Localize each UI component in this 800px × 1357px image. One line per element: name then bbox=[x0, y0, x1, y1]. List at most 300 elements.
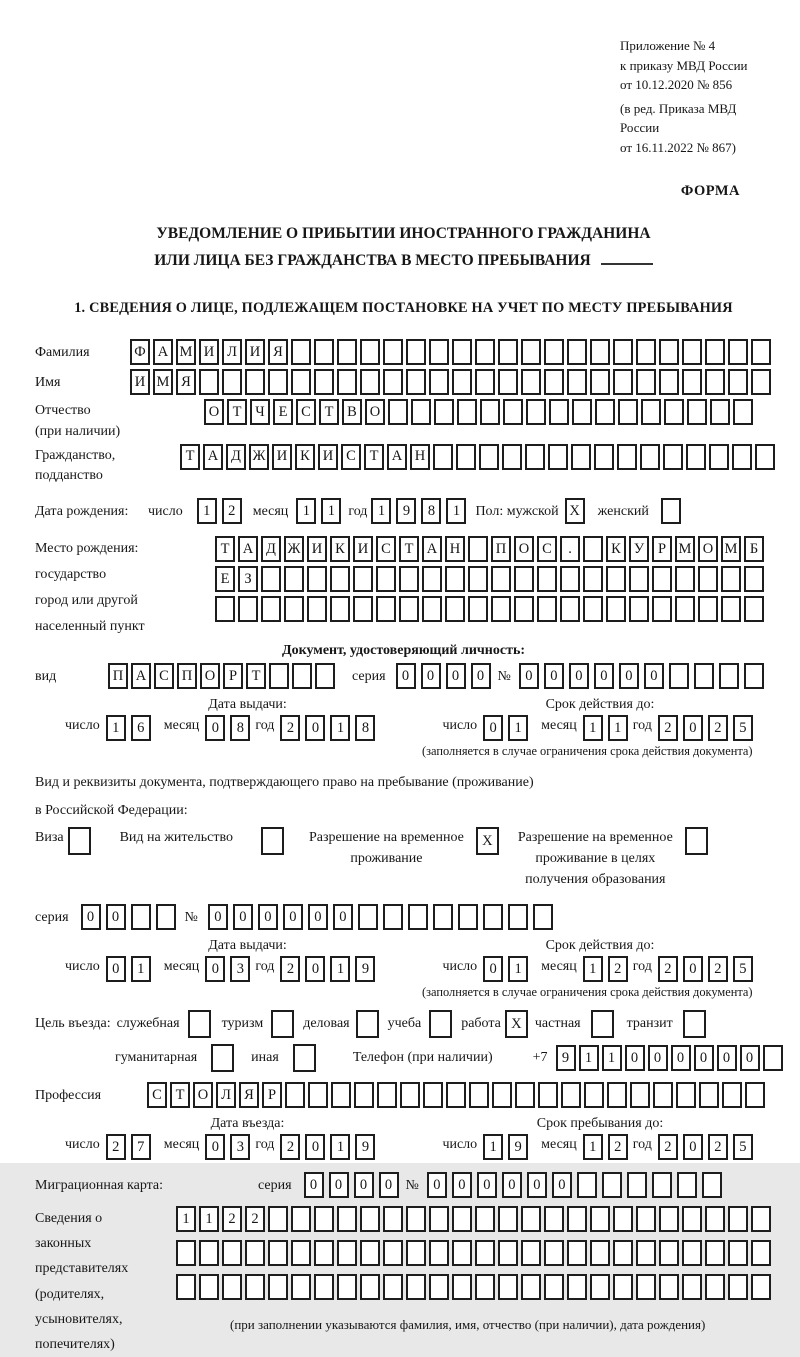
char-cell[interactable]: 2 bbox=[658, 1134, 678, 1160]
char-cell[interactable]: 7 bbox=[131, 1134, 151, 1160]
char-cell[interactable] bbox=[268, 369, 288, 395]
char-cell[interactable]: И bbox=[318, 444, 338, 470]
char-cell[interactable] bbox=[383, 1240, 403, 1266]
entry-year-cells[interactable] bbox=[280, 1134, 380, 1160]
char-cell[interactable] bbox=[446, 1082, 466, 1108]
char-cell[interactable] bbox=[429, 339, 449, 365]
char-cell[interactable] bbox=[354, 1082, 374, 1108]
purpose-business-checkbox[interactable] bbox=[356, 1010, 382, 1038]
char-cell[interactable]: 1 bbox=[579, 1045, 599, 1071]
char-cell[interactable] bbox=[360, 339, 380, 365]
checkbox-cell[interactable] bbox=[188, 1010, 211, 1038]
char-cell[interactable] bbox=[653, 1082, 673, 1108]
purpose-work-checkbox[interactable] bbox=[505, 1010, 531, 1038]
char-cell[interactable]: А bbox=[238, 536, 258, 562]
char-cell[interactable] bbox=[705, 369, 725, 395]
char-cell[interactable] bbox=[663, 444, 683, 470]
char-cell[interactable]: О bbox=[204, 399, 224, 425]
char-cell[interactable]: 2 bbox=[280, 715, 300, 741]
temp-residence-checkbox[interactable] bbox=[476, 827, 502, 855]
birthplace-cells-2[interactable] bbox=[215, 566, 767, 592]
char-cell[interactable]: М bbox=[675, 536, 695, 562]
char-cell[interactable] bbox=[577, 1172, 597, 1198]
char-cell[interactable]: 2 bbox=[708, 1134, 728, 1160]
char-cell[interactable]: Т bbox=[364, 444, 384, 470]
char-cell[interactable] bbox=[314, 1206, 334, 1232]
char-cell[interactable] bbox=[659, 1274, 679, 1300]
char-cell[interactable]: 1 bbox=[296, 498, 316, 524]
char-cell[interactable] bbox=[131, 904, 151, 930]
char-cell[interactable]: 0 bbox=[452, 1172, 472, 1198]
checkbox-cell[interactable] bbox=[211, 1044, 234, 1072]
char-cell[interactable] bbox=[659, 1240, 679, 1266]
char-cell[interactable]: 1 bbox=[321, 498, 341, 524]
char-cell[interactable] bbox=[567, 1274, 587, 1300]
char-cell[interactable] bbox=[383, 904, 403, 930]
char-cell[interactable] bbox=[176, 1274, 196, 1300]
char-cell[interactable] bbox=[694, 663, 714, 689]
char-cell[interactable] bbox=[613, 369, 633, 395]
char-cell[interactable] bbox=[613, 1274, 633, 1300]
char-cell[interactable]: П bbox=[177, 663, 197, 689]
char-cell[interactable] bbox=[408, 904, 428, 930]
char-cell[interactable] bbox=[728, 1240, 748, 1266]
char-cell[interactable] bbox=[475, 1240, 495, 1266]
char-cell[interactable]: М bbox=[176, 339, 196, 365]
char-cell[interactable] bbox=[215, 596, 235, 622]
char-cell[interactable]: 9 bbox=[355, 956, 375, 982]
char-cell[interactable] bbox=[630, 1082, 650, 1108]
migration-series-cells[interactable] bbox=[304, 1172, 404, 1198]
birth-day-cells[interactable] bbox=[197, 498, 247, 524]
char-cell[interactable] bbox=[675, 596, 695, 622]
char-cell[interactable] bbox=[452, 1240, 472, 1266]
char-cell[interactable] bbox=[292, 663, 312, 689]
char-cell[interactable] bbox=[445, 596, 465, 622]
checkbox-cell[interactable] bbox=[68, 827, 91, 855]
char-cell[interactable]: 0 bbox=[648, 1045, 668, 1071]
char-cell[interactable]: 1 bbox=[106, 715, 126, 741]
char-cell[interactable]: 5 bbox=[733, 715, 753, 741]
issue-year-cells[interactable] bbox=[280, 956, 380, 982]
char-cell[interactable] bbox=[307, 596, 327, 622]
char-cell[interactable] bbox=[728, 1274, 748, 1300]
char-cell[interactable] bbox=[590, 369, 610, 395]
char-cell[interactable]: 1 bbox=[583, 956, 603, 982]
issue-month-cells[interactable] bbox=[205, 956, 255, 982]
char-cell[interactable] bbox=[434, 399, 454, 425]
char-cell[interactable] bbox=[284, 566, 304, 592]
char-cell[interactable] bbox=[360, 1206, 380, 1232]
char-cell[interactable] bbox=[360, 1274, 380, 1300]
char-cell[interactable] bbox=[705, 1240, 725, 1266]
char-cell[interactable] bbox=[498, 1240, 518, 1266]
purpose-other-checkbox[interactable] bbox=[293, 1044, 319, 1072]
doc-series-cells[interactable] bbox=[396, 663, 496, 689]
char-cell[interactable] bbox=[433, 444, 453, 470]
char-cell[interactable] bbox=[682, 1240, 702, 1266]
char-cell[interactable] bbox=[383, 369, 403, 395]
valid-day-cells[interactable] bbox=[483, 715, 533, 741]
char-cell[interactable] bbox=[245, 1274, 265, 1300]
checkbox-cell[interactable]: X bbox=[565, 498, 585, 524]
char-cell[interactable]: 1 bbox=[583, 715, 603, 741]
char-cell[interactable] bbox=[751, 339, 771, 365]
char-cell[interactable] bbox=[537, 596, 557, 622]
char-cell[interactable] bbox=[584, 1082, 604, 1108]
checkbox-cell[interactable]: X bbox=[505, 1010, 528, 1038]
char-cell[interactable]: 1 bbox=[371, 498, 391, 524]
char-cell[interactable] bbox=[607, 1082, 627, 1108]
checkbox-cell[interactable] bbox=[591, 1010, 614, 1038]
char-cell[interactable] bbox=[222, 1240, 242, 1266]
char-cell[interactable]: А bbox=[422, 536, 442, 562]
issue-day-cells[interactable] bbox=[106, 956, 156, 982]
char-cell[interactable]: Л bbox=[216, 1082, 236, 1108]
char-cell[interactable]: 0 bbox=[233, 904, 253, 930]
char-cell[interactable]: Д bbox=[261, 536, 281, 562]
char-cell[interactable] bbox=[498, 369, 518, 395]
char-cell[interactable] bbox=[719, 663, 739, 689]
char-cell[interactable]: 2 bbox=[245, 1206, 265, 1232]
char-cell[interactable] bbox=[567, 1240, 587, 1266]
char-cell[interactable] bbox=[525, 444, 545, 470]
doc-kind-cells[interactable] bbox=[108, 663, 338, 689]
char-cell[interactable] bbox=[544, 1240, 564, 1266]
char-cell[interactable] bbox=[238, 596, 258, 622]
char-cell[interactable]: 9 bbox=[355, 1134, 375, 1160]
char-cell[interactable]: О bbox=[698, 536, 718, 562]
char-cell[interactable] bbox=[567, 369, 587, 395]
char-cell[interactable]: 2 bbox=[280, 956, 300, 982]
char-cell[interactable]: 2 bbox=[658, 715, 678, 741]
char-cell[interactable]: 5 bbox=[733, 956, 753, 982]
char-cell[interactable]: Ч bbox=[250, 399, 270, 425]
char-cell[interactable]: О bbox=[193, 1082, 213, 1108]
char-cell[interactable] bbox=[583, 566, 603, 592]
residence-series-cells[interactable] bbox=[81, 904, 181, 930]
char-cell[interactable]: 0 bbox=[619, 663, 639, 689]
char-cell[interactable] bbox=[613, 1240, 633, 1266]
char-cell[interactable]: С bbox=[154, 663, 174, 689]
char-cell[interactable] bbox=[331, 1082, 351, 1108]
char-cell[interactable]: 2 bbox=[658, 956, 678, 982]
char-cell[interactable] bbox=[627, 1172, 647, 1198]
char-cell[interactable]: 1 bbox=[508, 715, 528, 741]
char-cell[interactable]: 2 bbox=[280, 1134, 300, 1160]
char-cell[interactable]: Т bbox=[180, 444, 200, 470]
representatives-cells-1[interactable] bbox=[176, 1206, 774, 1232]
char-cell[interactable] bbox=[376, 566, 396, 592]
char-cell[interactable]: 0 bbox=[106, 956, 126, 982]
char-cell[interactable] bbox=[508, 904, 528, 930]
char-cell[interactable]: 0 bbox=[694, 1045, 714, 1071]
checkbox-cell[interactable] bbox=[271, 1010, 294, 1038]
char-cell[interactable] bbox=[533, 904, 553, 930]
char-cell[interactable] bbox=[560, 596, 580, 622]
char-cell[interactable] bbox=[526, 399, 546, 425]
char-cell[interactable] bbox=[538, 1082, 558, 1108]
char-cell[interactable]: А bbox=[203, 444, 223, 470]
char-cell[interactable] bbox=[636, 1206, 656, 1232]
char-cell[interactable]: 2 bbox=[608, 1134, 628, 1160]
char-cell[interactable]: 0 bbox=[544, 663, 564, 689]
char-cell[interactable] bbox=[330, 566, 350, 592]
char-cell[interactable] bbox=[222, 369, 242, 395]
char-cell[interactable] bbox=[479, 444, 499, 470]
char-cell[interactable] bbox=[652, 566, 672, 592]
char-cell[interactable] bbox=[617, 444, 637, 470]
doc-number-cells[interactable] bbox=[519, 663, 769, 689]
char-cell[interactable] bbox=[728, 1206, 748, 1232]
char-cell[interactable]: Ж bbox=[284, 536, 304, 562]
sex-male-checkbox[interactable] bbox=[565, 498, 588, 524]
char-cell[interactable] bbox=[636, 1240, 656, 1266]
char-cell[interactable] bbox=[606, 566, 626, 592]
char-cell[interactable] bbox=[475, 1206, 495, 1232]
char-cell[interactable]: И bbox=[199, 339, 219, 365]
stay-day-cells[interactable] bbox=[483, 1134, 533, 1160]
char-cell[interactable]: Ж bbox=[249, 444, 269, 470]
char-cell[interactable]: 2 bbox=[222, 1206, 242, 1232]
char-cell[interactable] bbox=[456, 444, 476, 470]
checkbox-cell[interactable] bbox=[685, 827, 708, 855]
char-cell[interactable] bbox=[669, 663, 689, 689]
char-cell[interactable] bbox=[411, 399, 431, 425]
char-cell[interactable] bbox=[314, 1240, 334, 1266]
char-cell[interactable] bbox=[606, 596, 626, 622]
char-cell[interactable] bbox=[199, 1274, 219, 1300]
char-cell[interactable]: Б bbox=[744, 536, 764, 562]
char-cell[interactable]: Т bbox=[319, 399, 339, 425]
char-cell[interactable]: 1 bbox=[197, 498, 217, 524]
char-cell[interactable]: 0 bbox=[305, 1134, 325, 1160]
char-cell[interactable]: М bbox=[153, 369, 173, 395]
char-cell[interactable]: . bbox=[560, 536, 580, 562]
purpose-private-checkbox[interactable] bbox=[591, 1010, 617, 1038]
char-cell[interactable] bbox=[521, 1240, 541, 1266]
char-cell[interactable]: Т bbox=[227, 399, 247, 425]
char-cell[interactable] bbox=[422, 566, 442, 592]
char-cell[interactable] bbox=[423, 1082, 443, 1108]
char-cell[interactable] bbox=[682, 1274, 702, 1300]
issue-day-cells[interactable] bbox=[106, 715, 156, 741]
char-cell[interactable] bbox=[458, 904, 478, 930]
char-cell[interactable]: 0 bbox=[379, 1172, 399, 1198]
char-cell[interactable] bbox=[245, 369, 265, 395]
char-cell[interactable] bbox=[383, 1206, 403, 1232]
char-cell[interactable] bbox=[677, 1172, 697, 1198]
checkbox-cell[interactable] bbox=[683, 1010, 706, 1038]
char-cell[interactable]: 0 bbox=[502, 1172, 522, 1198]
char-cell[interactable]: 0 bbox=[683, 956, 703, 982]
purpose-tourism-checkbox[interactable] bbox=[271, 1010, 297, 1038]
char-cell[interactable]: Я bbox=[239, 1082, 259, 1108]
char-cell[interactable] bbox=[590, 1274, 610, 1300]
char-cell[interactable]: Р bbox=[262, 1082, 282, 1108]
char-cell[interactable] bbox=[422, 596, 442, 622]
entry-day-cells[interactable] bbox=[106, 1134, 156, 1160]
char-cell[interactable]: 0 bbox=[519, 663, 539, 689]
char-cell[interactable] bbox=[710, 399, 730, 425]
char-cell[interactable] bbox=[330, 596, 350, 622]
char-cell[interactable] bbox=[337, 1206, 357, 1232]
char-cell[interactable] bbox=[268, 1240, 288, 1266]
char-cell[interactable] bbox=[687, 399, 707, 425]
char-cell[interactable] bbox=[337, 1274, 357, 1300]
char-cell[interactable]: 8 bbox=[230, 715, 250, 741]
char-cell[interactable] bbox=[199, 1240, 219, 1266]
char-cell[interactable] bbox=[498, 1274, 518, 1300]
char-cell[interactable]: 0 bbox=[354, 1172, 374, 1198]
char-cell[interactable]: 0 bbox=[625, 1045, 645, 1071]
checkbox-cell[interactable] bbox=[261, 827, 284, 855]
char-cell[interactable]: 2 bbox=[106, 1134, 126, 1160]
char-cell[interactable] bbox=[721, 566, 741, 592]
char-cell[interactable] bbox=[751, 369, 771, 395]
char-cell[interactable] bbox=[560, 566, 580, 592]
char-cell[interactable] bbox=[613, 1206, 633, 1232]
birth-month-cells[interactable] bbox=[296, 498, 346, 524]
char-cell[interactable] bbox=[360, 1240, 380, 1266]
char-cell[interactable] bbox=[406, 339, 426, 365]
char-cell[interactable] bbox=[629, 566, 649, 592]
char-cell[interactable]: Д bbox=[226, 444, 246, 470]
char-cell[interactable] bbox=[567, 1206, 587, 1232]
char-cell[interactable]: 1 bbox=[330, 1134, 350, 1160]
char-cell[interactable] bbox=[285, 1082, 305, 1108]
char-cell[interactable] bbox=[640, 444, 660, 470]
char-cell[interactable]: 1 bbox=[608, 715, 628, 741]
char-cell[interactable] bbox=[572, 399, 592, 425]
char-cell[interactable]: К bbox=[295, 444, 315, 470]
char-cell[interactable] bbox=[406, 1240, 426, 1266]
char-cell[interactable] bbox=[613, 339, 633, 365]
char-cell[interactable] bbox=[583, 536, 603, 562]
char-cell[interactable]: 1 bbox=[131, 956, 151, 982]
char-cell[interactable] bbox=[503, 399, 523, 425]
char-cell[interactable]: 0 bbox=[477, 1172, 497, 1198]
char-cell[interactable]: 2 bbox=[222, 498, 242, 524]
char-cell[interactable] bbox=[728, 369, 748, 395]
char-cell[interactable] bbox=[429, 1206, 449, 1232]
char-cell[interactable] bbox=[502, 444, 522, 470]
char-cell[interactable]: 0 bbox=[283, 904, 303, 930]
residence-permit-checkbox[interactable] bbox=[261, 827, 287, 855]
char-cell[interactable]: И bbox=[353, 536, 373, 562]
char-cell[interactable] bbox=[682, 339, 702, 365]
purpose-study-checkbox[interactable] bbox=[429, 1010, 455, 1038]
char-cell[interactable] bbox=[406, 1274, 426, 1300]
char-cell[interactable] bbox=[308, 1082, 328, 1108]
char-cell[interactable] bbox=[429, 369, 449, 395]
char-cell[interactable]: 0 bbox=[483, 715, 503, 741]
valid-month-cells[interactable] bbox=[583, 956, 633, 982]
purpose-transit-checkbox[interactable] bbox=[683, 1010, 709, 1038]
char-cell[interactable] bbox=[452, 1206, 472, 1232]
char-cell[interactable] bbox=[337, 1240, 357, 1266]
char-cell[interactable]: К bbox=[606, 536, 626, 562]
char-cell[interactable] bbox=[399, 596, 419, 622]
char-cell[interactable]: И bbox=[130, 369, 150, 395]
char-cell[interactable]: И bbox=[272, 444, 292, 470]
char-cell[interactable] bbox=[659, 369, 679, 395]
char-cell[interactable]: 2 bbox=[708, 715, 728, 741]
char-cell[interactable] bbox=[452, 339, 472, 365]
char-cell[interactable]: 8 bbox=[355, 715, 375, 741]
char-cell[interactable] bbox=[268, 1274, 288, 1300]
char-cell[interactable] bbox=[514, 596, 534, 622]
char-cell[interactable] bbox=[659, 339, 679, 365]
char-cell[interactable]: 2 bbox=[708, 956, 728, 982]
char-cell[interactable]: О bbox=[514, 536, 534, 562]
issue-month-cells[interactable] bbox=[205, 715, 255, 741]
stay-month-cells[interactable] bbox=[583, 1134, 633, 1160]
char-cell[interactable] bbox=[269, 663, 289, 689]
char-cell[interactable] bbox=[498, 1206, 518, 1232]
valid-day-cells[interactable] bbox=[483, 956, 533, 982]
char-cell[interactable]: А bbox=[131, 663, 151, 689]
char-cell[interactable] bbox=[618, 399, 638, 425]
char-cell[interactable]: П bbox=[491, 536, 511, 562]
checkbox-cell[interactable] bbox=[661, 498, 681, 524]
char-cell[interactable]: 8 bbox=[421, 498, 441, 524]
char-cell[interactable] bbox=[744, 663, 764, 689]
char-cell[interactable] bbox=[291, 1274, 311, 1300]
char-cell[interactable] bbox=[315, 663, 335, 689]
char-cell[interactable] bbox=[698, 596, 718, 622]
char-cell[interactable]: 0 bbox=[81, 904, 101, 930]
char-cell[interactable] bbox=[705, 1206, 725, 1232]
char-cell[interactable]: С bbox=[537, 536, 557, 562]
char-cell[interactable] bbox=[445, 566, 465, 592]
char-cell[interactable]: У bbox=[629, 536, 649, 562]
char-cell[interactable] bbox=[406, 369, 426, 395]
char-cell[interactable] bbox=[457, 399, 477, 425]
char-cell[interactable]: М bbox=[721, 536, 741, 562]
char-cell[interactable]: И bbox=[245, 339, 265, 365]
char-cell[interactable] bbox=[452, 1274, 472, 1300]
char-cell[interactable]: З bbox=[238, 566, 258, 592]
representatives-cells-3[interactable] bbox=[176, 1274, 774, 1300]
char-cell[interactable] bbox=[399, 566, 419, 592]
char-cell[interactable] bbox=[222, 1274, 242, 1300]
char-cell[interactable] bbox=[590, 339, 610, 365]
char-cell[interactable] bbox=[652, 1172, 672, 1198]
char-cell[interactable] bbox=[307, 566, 327, 592]
char-cell[interactable] bbox=[732, 444, 752, 470]
char-cell[interactable] bbox=[314, 1274, 334, 1300]
char-cell[interactable]: И bbox=[307, 536, 327, 562]
char-cell[interactable]: 0 bbox=[205, 715, 225, 741]
char-cell[interactable]: Е bbox=[215, 566, 235, 592]
char-cell[interactable] bbox=[480, 399, 500, 425]
char-cell[interactable] bbox=[261, 596, 281, 622]
char-cell[interactable] bbox=[686, 444, 706, 470]
citizenship-cells[interactable] bbox=[180, 444, 778, 470]
char-cell[interactable]: 3 bbox=[230, 1134, 250, 1160]
char-cell[interactable]: 0 bbox=[205, 956, 225, 982]
char-cell[interactable]: Р bbox=[652, 536, 672, 562]
char-cell[interactable]: Т bbox=[215, 536, 235, 562]
char-cell[interactable] bbox=[475, 1274, 495, 1300]
birthplace-cells-1[interactable] bbox=[215, 536, 767, 562]
char-cell[interactable] bbox=[641, 399, 661, 425]
char-cell[interactable]: 1 bbox=[330, 715, 350, 741]
char-cell[interactable]: 0 bbox=[683, 715, 703, 741]
char-cell[interactable]: 0 bbox=[527, 1172, 547, 1198]
char-cell[interactable] bbox=[268, 1206, 288, 1232]
